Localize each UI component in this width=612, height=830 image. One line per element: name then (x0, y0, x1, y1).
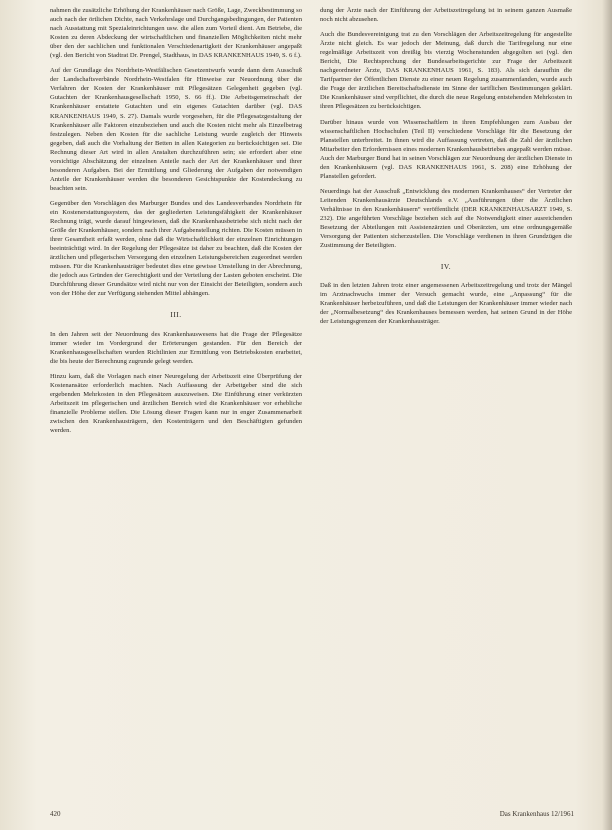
paragraph: Darüber hinaus wurde von Wissenschaftlern in ihren Empfehlungen zum Ausbau der wissenschaftlichen Hochschulen (Teil II) verschiedene Vorschläge für die Besetzung der Planstellen unterbreitet. In ihnen wird die Auffassung vertreten, daß die Zahl der ärztlichen Mitarbeiter den Erfordernissen eines modernen Krankenhausbetriebes angepaßt werden müsse. Auch der Marburger Bund hat in seinen Vorschlägen zur Neuordnung der ärztlichen Dienste in den Krankenhäusern (vgl. DAS KRANKENHAUS 1961, S. 208) eine Erhöhung der Planstellen gefordert. (320, 118, 572, 180)
paragraph: nahmen die zusätzliche Erhöhung der Krankenhäuser nach Größe, Lage, Zweckbestimmung so auch nach der örtlichen Dichte, nach Verkehrslage und Durchgangsbedingungen, der Patienten nach Ausstattung mit Spezialeinrichtungen usw. die allen zum Vorteil dient. Am Betriebe, die Kosten zu deren Abdeckung der wirtschaftlichen und finanziellen Möglichkeiten nicht mehr über den der sachlichen und funktionalen Verschiedenartigkeit der Krankenhäuser angepaßt (vgl. den Bericht von Stadtrat Dr. Prengel, Stadthaus, in DAS KRANKENHAUS 1949, S. 6 f.). (50, 7, 302, 60)
paragraph: Hinzu kam, daß die Vorlagen nach einer Neuregelung der Arbeitszeit eine Überprüfung der Kostenansätze erforderlich machten. Nach Auffassung der Arbeitgeber sind die sich ergebenden Mehrkosten in den Pflegesätzen auszuweisen. Die Einführung einer verkürzten Arbeitszeit im pflegerischen und ärztlichen Bereich wird die Krankenhäuser vor erhebliche finanzielle Probleme stellen. Die Lösung dieser Fragen kann nur in enger Zusammenarbeit zwischen den Krankenhausträgern, den Kostenträgern und den Beschäftigten gefunden werden. (50, 372, 302, 434)
paragraph: Gegenüber den Vorschlägen des Marburger Bundes und des Landesverbandes Nordrhein für ein Kostenerstattungssystem, das der gegliederten Leistungsfähigkeit der Krankenhäuser Rechnung trägt, wurde darauf hingewiesen, daß die Krankenhausbetriebe sich nicht nach der Größe der Krankenhäuser, sondern nach ihrer Aufgabenstellung richten. Die Kosten müssen in ihrer Gesamtheit erfaßt werden, ohne daß die Wirtschaftlichkeit der einzelnen Einrichtungen beeinträchtigt wird. In der Regelung der Pflegesätze ist daher zu beachten, daß die Kosten der ärztlichen und pflegerischen Versorgung den einzelnen Leistungsbereichen zugeordnet werden müssen. Für die Krankenhausträger bedeutet dies eine gewisse Umstellung in der Abrechnung, die jedoch aus Gründen der Gerechtigkeit und der Verteilung der Lasten geboten erscheint. Die Durchführung dieser Grundsätze wird nicht nur von der Einsicht der Beteiligten, sondern auch von der Höhe der zur Verfügung stehenden Mittel abhängen. (50, 199, 302, 298)
section-heading: IV. (440, 262, 452, 272)
paragraph: In den Jahren seit der Neuordnung des Krankenhauswesens hat die Frage der Pflegesätze immer wieder im Vordergrund der Erörterungen gestanden. Für den Bereich der Krankenhausgesellschaften wurden Richtlinien zur Ermittlung von Betriebskosten erarbeitet, die bis heute der Berechnung zugrunde gelegt werden. (50, 330, 302, 365)
page-number: 420 (50, 810, 61, 818)
paragraph: Neuerdings hat der Ausschuß „Entwicklung des modernen Krankenhauses“ der Vertreter der Leitenden Krankenhausärzte Deutschlands e.V. „Ausführungen über die Ärztlichen Verhältnisse in den Krankenhäusern“ veröffentlicht (DER KRANKENHAUSARZT 1949, S. 232). Die angeführten Vorschläge beziehen sich auf die Notwendigkeit einer ausreichenden Besetzung der Abteilungen mit Assistenzärzten und Oberärzten, um eine ordnungsgemäße Versorgung der Patienten sicherzustellen. Die Vorschläge verdienen in ihren Grundzügen die Zustimmung der Beteiligten. (320, 187, 572, 250)
paragraph: Auch die Bundesvereinigung trat zu den Vorschlägen der Arbeitszeitregelung für angestellte Ärzte nicht gleich. Es war jedoch der Meinung, daß durch die Tarifregelung nur eine regelmäßige Arbeitszeit von dreißig bis vierzig Wochenstunden abgegolten sei (vgl. den Bericht, Die Rechtsprechung der Bundesarbeitsgerichte zur Frage der Arbeitszeit nachgeordneter Ärzte, DAS KRANKENHAUS 1961, S. 183). Als sich daraufhin die Tarifpartner der Öffentlichen Dienste zu einer neuen Regelung zusammenfanden, wurde auch die Frage der ärztlichen Bereitschaftsdienste im Sinne der tariflichen Bestimmungen geklärt. Die Krankenhäuser sind verpflichtet, die durch die neue Regelung entstehenden Mehrkosten in ihren Pflegesätzen zu berücksichtigen. (320, 31, 572, 111)
right-column (320, 6, 572, 332)
binding-shadow (602, 0, 612, 830)
paragraph: Auf der Grundlage des Nordrhein-Westfälischen Gesetzentwurfs wurde dann dem Ausschuß der Landschaftsverbände Nordrhein-Westfalen für Hinweise zur Neuordnung über die Verfahren der Kosten der Krankenhäuser mit Pflegesätzen Gelegenheit gegeben (vgl. Gutachten der Krankenhausgesellschaft 1950, S. 66 ff.). Die Arbeitsgemeinschaft der Krankenhäuser erstattete Gutachten und ein eigenes Gutachten darüber (vgl. DAS KRANKENHAUS 1949, S. 27). Damals wurde vorgesehen, für die Pflegesatzgestaltung der Krankenhäuser alle Faktoren einzubeziehen und auch die Kosten nicht mehr als Einzelbetrag festzulegen. Neben den Kosten für die sachliche Leistung wurde zugleich der Hinweis gegeben, daß auch die Vorhaltung der Betten in allen Kategorien zu berücksichtigen sei. Die Rechnung dieser Art wird in allen Anstalten durchzuführen sein; sie erfordert aber eine vorsichtige Abschätzung der einzelnen Anteile nach der Art der Krankenhäuser und ihrer besonderen Aufgaben. Bei der Ermittlung und Gliederung der Aufgaben der notwendigen Anteile der Krankenhäuser werden die besonderen Gesichtspunkte der Kostendeckung zu beachten sein. (50, 67, 302, 192)
section-heading: III. (170, 310, 182, 320)
paragraph: dung der Ärzte nach der Einführung der Arbeitszeitregelung ist in seinem ganzen Ausmaße noch nicht abzusehen. (320, 7, 572, 24)
journal-reference: Das Krankenhaus 12/1961 (499, 810, 574, 818)
paragraph: Daß in den letzten Jahren trotz einer angemessenen Arbeitszeitregelung und trotz der Mängel im Arztnachwuchs immer der Versuch gemacht wurde, eine „Anpassung“ für die Krankenhäuser herbeizuführen, und daß die Leistungen der Krankenhäuser immer wieder nach der „Normalbesetzung“ des Krankenhauses bemessen werden, hat seinen Grund in der Höhe der Leistungsgrenzen der Krankenhausträger. (320, 282, 572, 326)
left-column (50, 6, 302, 441)
